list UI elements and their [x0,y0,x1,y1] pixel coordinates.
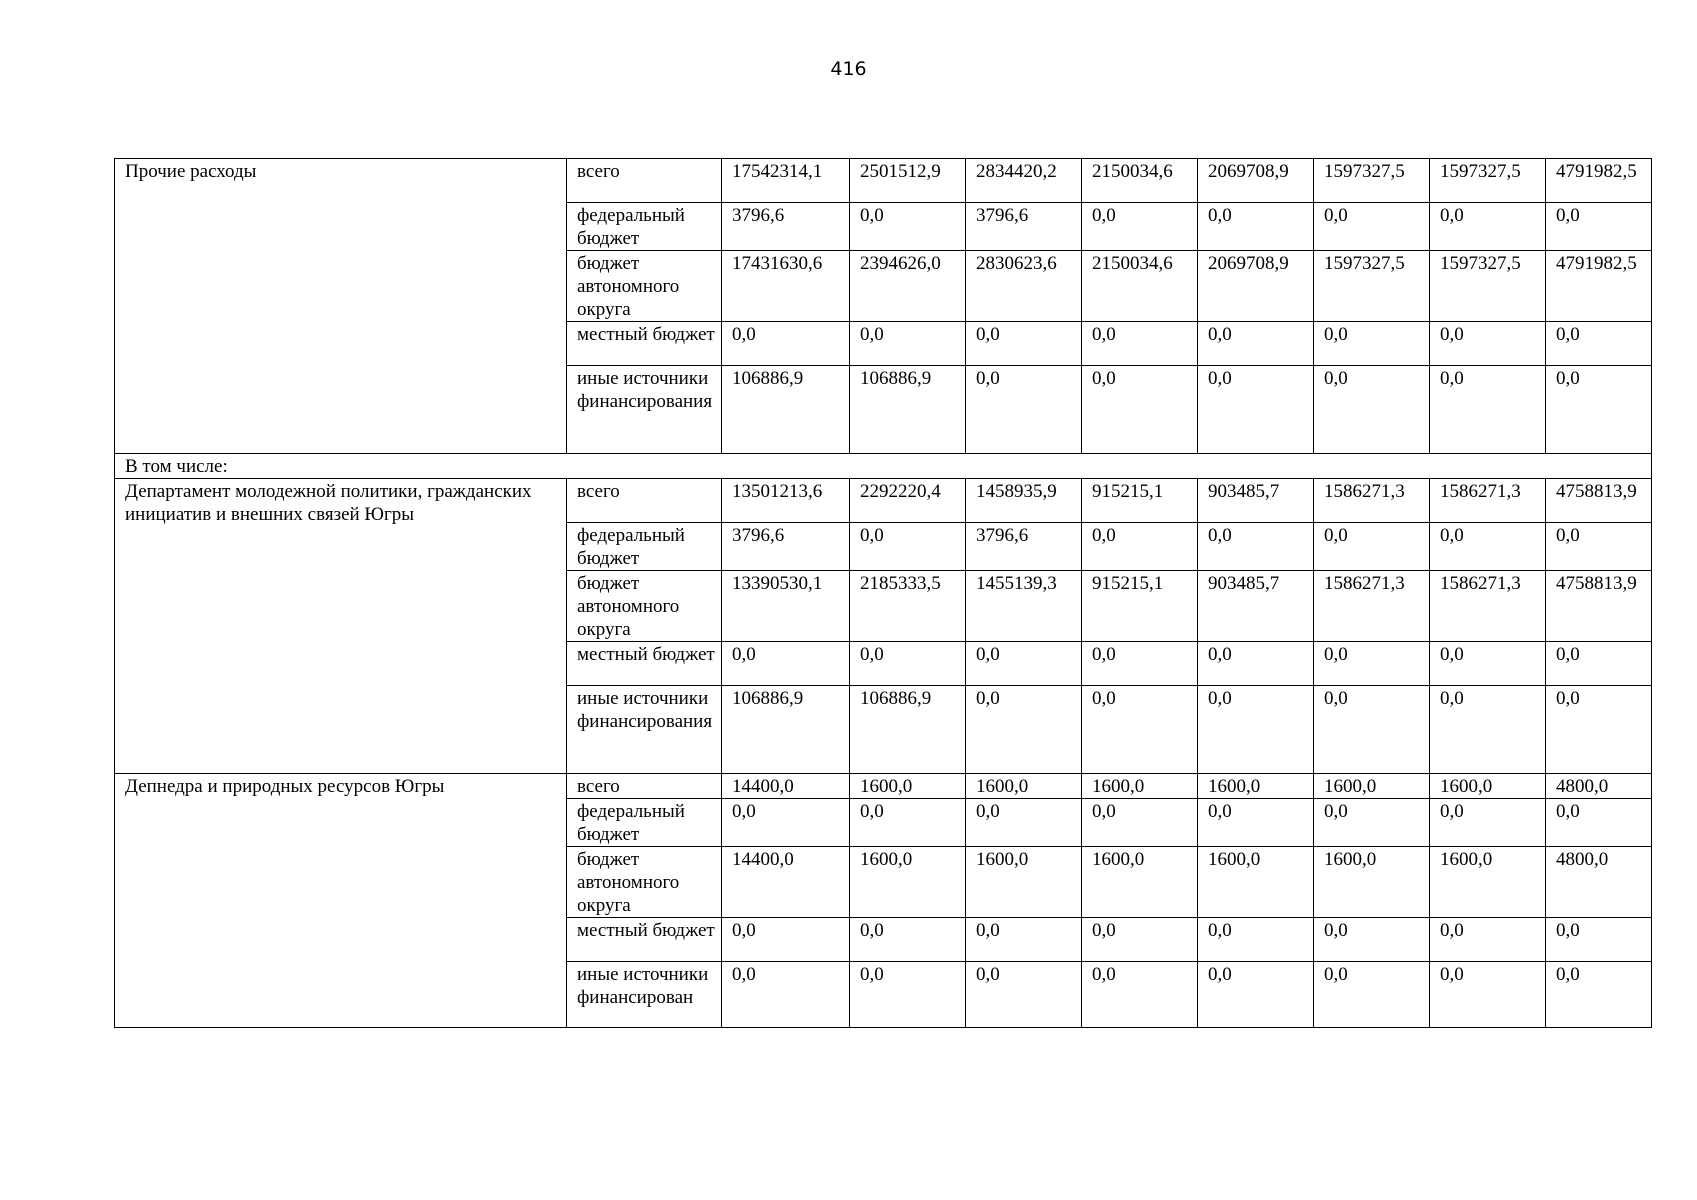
amount-cell: 0,0 [966,366,1082,454]
table-row [115,774,1652,799]
amount-cell: 2185333,5 [850,571,966,642]
amount-cell: 0,0 [1546,686,1652,774]
amount-cell: 0,0 [850,322,966,366]
section-label: В том числе: [115,454,1652,479]
amount-cell: 0,0 [1198,203,1314,251]
amount-cell: 0,0 [1546,523,1652,571]
amount-cell: 0,0 [1314,642,1430,686]
amount-cell: 0,0 [966,686,1082,774]
amount-cell: 0,0 [850,799,966,847]
amount-cell: 13501213,6 [722,479,850,523]
amount-cell: 915215,1 [1082,571,1198,642]
funding-source-cell: иные источники финансирования [567,366,722,454]
amount-cell: 106886,9 [850,366,966,454]
funding-source-cell: местный бюджет [567,642,722,686]
amount-cell: 0,0 [1198,523,1314,571]
amount-cell: 0,0 [1082,686,1198,774]
amount-cell: 0,0 [966,799,1082,847]
amount-cell: 17431630,6 [722,251,850,322]
amount-cell: 2069708,9 [1198,251,1314,322]
amount-cell: 106886,9 [850,686,966,774]
amount-cell: 0,0 [1198,962,1314,1028]
amount-cell: 0,0 [1314,322,1430,366]
amount-cell: 4791982,5 [1546,251,1652,322]
amount-cell: 0,0 [722,322,850,366]
amount-cell: 0,0 [1198,642,1314,686]
amount-cell: 0,0 [1198,686,1314,774]
amount-cell: 0,0 [1314,962,1430,1028]
funding-source-cell: всего [567,159,722,203]
amount-cell: 0,0 [1430,203,1546,251]
recipient-name-cell: Депнедра и природных ресурсов Югры [115,774,567,1028]
table-row [115,159,1652,203]
amount-cell: 0,0 [722,918,850,962]
amount-cell: 1458935,9 [966,479,1082,523]
funding-source-cell: местный бюджет [567,322,722,366]
amount-cell: 1597327,5 [1430,159,1546,203]
funding-source-cell: иные источники финансирован [567,962,722,1028]
amount-cell: 0,0 [1198,322,1314,366]
amount-cell: 2069708,9 [1198,159,1314,203]
amount-cell: 4758813,9 [1546,479,1652,523]
amount-cell: 0,0 [1198,799,1314,847]
amount-cell: 2501512,9 [850,159,966,203]
amount-cell: 0,0 [1430,642,1546,686]
amount-cell: 1600,0 [966,774,1082,799]
funding-source-cell: федеральный бюджет [567,523,722,571]
amount-cell: 0,0 [1546,366,1652,454]
amount-cell: 0,0 [1082,523,1198,571]
amount-cell: 0,0 [1082,799,1198,847]
amount-cell: 1597327,5 [1314,251,1430,322]
recipient-name-cell: Прочие расходы [115,159,567,454]
amount-cell: 1597327,5 [1314,159,1430,203]
funding-source-cell: местный бюджет [567,918,722,962]
amount-cell: 0,0 [1314,523,1430,571]
amount-cell: 1600,0 [1082,774,1198,799]
amount-cell: 14400,0 [722,847,850,918]
amount-cell: 14400,0 [722,774,850,799]
amount-cell: 13390530,1 [722,571,850,642]
amount-cell: 1600,0 [1198,847,1314,918]
amount-cell: 1586271,3 [1314,479,1430,523]
amount-cell: 0,0 [1314,686,1430,774]
amount-cell: 0,0 [1082,642,1198,686]
amount-cell: 0,0 [1430,523,1546,571]
amount-cell: 0,0 [722,799,850,847]
funding-source-cell: всего [567,479,722,523]
amount-cell: 915215,1 [1082,479,1198,523]
amount-cell: 0,0 [1430,322,1546,366]
amount-cell: 0,0 [1314,203,1430,251]
funding-source-cell: федеральный бюджет [567,203,722,251]
amount-cell: 0,0 [1314,799,1430,847]
amount-cell: 2830623,6 [966,251,1082,322]
amount-cell: 3796,6 [966,523,1082,571]
amount-cell: 0,0 [966,322,1082,366]
recipient-name-cell: Департамент молодежной политики, гражданских инициатив и внешних связей Югры [115,479,567,774]
amount-cell: 106886,9 [722,366,850,454]
amount-cell: 903485,7 [1198,571,1314,642]
amount-cell: 1586271,3 [1430,479,1546,523]
amount-cell: 2292220,4 [850,479,966,523]
amount-cell: 0,0 [1314,366,1430,454]
amount-cell: 1600,0 [850,847,966,918]
amount-cell: 0,0 [1082,366,1198,454]
amount-cell: 0,0 [1198,366,1314,454]
amount-cell: 0,0 [850,523,966,571]
amount-cell: 0,0 [1082,203,1198,251]
amount-cell: 1597327,5 [1430,251,1546,322]
amount-cell: 0,0 [1314,918,1430,962]
amount-cell: 0,0 [966,962,1082,1028]
amount-cell: 1586271,3 [1314,571,1430,642]
amount-cell: 0,0 [1546,962,1652,1028]
amount-cell: 2834420,2 [966,159,1082,203]
amount-cell: 0,0 [722,642,850,686]
table-body [115,159,1652,1028]
funding-source-cell: бюджет автономного округа [567,847,722,918]
amount-cell: 4758813,9 [1546,571,1652,642]
funding-source-cell: иные источники финансирования [567,686,722,774]
amount-cell: 2394626,0 [850,251,966,322]
amount-cell: 903485,7 [1198,479,1314,523]
amount-cell: 1586271,3 [1430,571,1546,642]
amount-cell: 0,0 [1546,799,1652,847]
amount-cell: 2150034,6 [1082,159,1198,203]
amount-cell: 0,0 [1546,203,1652,251]
amount-cell: 1600,0 [1198,774,1314,799]
amount-cell: 2150034,6 [1082,251,1198,322]
amount-cell: 1600,0 [1430,847,1546,918]
funding-source-cell: всего [567,774,722,799]
amount-cell: 1600,0 [966,847,1082,918]
funding-source-cell: бюджет автономного округа [567,251,722,322]
amount-cell: 4791982,5 [1546,159,1652,203]
amount-cell: 106886,9 [722,686,850,774]
amount-cell: 0,0 [1546,918,1652,962]
page-number: 416 [830,58,867,80]
amount-cell: 1600,0 [850,774,966,799]
amount-cell: 0,0 [1546,642,1652,686]
funding-source-cell: бюджет автономного округа [567,571,722,642]
amount-cell: 1600,0 [1430,774,1546,799]
funding-source-cell: федеральный бюджет [567,799,722,847]
amount-cell: 0,0 [1430,799,1546,847]
amount-cell: 1600,0 [1314,774,1430,799]
amount-cell: 0,0 [850,203,966,251]
amount-cell: 0,0 [1198,918,1314,962]
section-row [115,454,1652,479]
table-row [115,479,1652,523]
amount-cell: 0,0 [1430,918,1546,962]
amount-cell: 0,0 [966,918,1082,962]
amount-cell: 0,0 [1430,962,1546,1028]
amount-cell: 4800,0 [1546,774,1652,799]
amount-cell: 0,0 [1430,366,1546,454]
amount-cell: 0,0 [850,642,966,686]
amount-cell: 3796,6 [722,203,850,251]
amount-cell: 0,0 [1082,918,1198,962]
amount-cell: 0,0 [1082,962,1198,1028]
amount-cell: 0,0 [966,642,1082,686]
amount-cell: 0,0 [850,918,966,962]
amount-cell: 1455139,3 [966,571,1082,642]
amount-cell: 1600,0 [1082,847,1198,918]
amount-cell: 0,0 [1546,322,1652,366]
budget-table [114,158,1652,1028]
amount-cell: 3796,6 [966,203,1082,251]
amount-cell: 0,0 [722,962,850,1028]
amount-cell: 0,0 [850,962,966,1028]
amount-cell: 0,0 [1430,686,1546,774]
amount-cell: 1600,0 [1314,847,1430,918]
amount-cell: 4800,0 [1546,847,1652,918]
amount-cell: 3796,6 [722,523,850,571]
amount-cell: 17542314,1 [722,159,850,203]
amount-cell: 0,0 [1082,322,1198,366]
